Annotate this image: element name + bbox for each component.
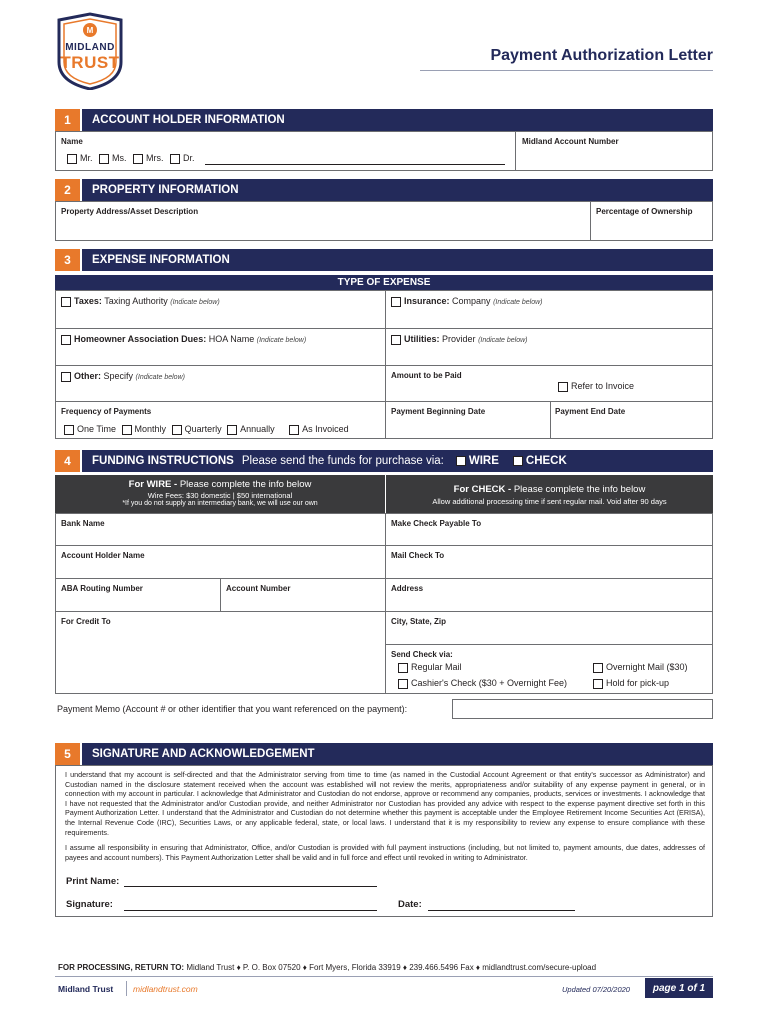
section1-header (55, 109, 713, 131)
section3-row3-divider (55, 401, 713, 402)
section5-header (55, 743, 713, 765)
freq-monthly[interactable] (122, 424, 167, 434)
processing-line (58, 963, 596, 972)
page-number-badge (645, 978, 713, 998)
wire-note: *If you do not supply an intermediary bank, we will use our own (122, 500, 318, 507)
type-of-expense-header (55, 275, 713, 290)
section3-number: 3 (55, 249, 80, 271)
acknowledgement-para2: I assume all responsibility in ensuring that Administrator, Office, and/or Custodian is provided with full payment instructions (including, but not limited to, payment amounts, due dates, addresses of payees and account numbers). This Payment Authorization Letter shall be valid and in full force and effect until revoked in writing to Administrator. (65, 843, 705, 862)
overnight-label: Overnight Mail ($30) (606, 662, 688, 672)
page-title: Payment Authorization Letter (490, 47, 713, 64)
mrs-label: Mrs. (146, 153, 164, 163)
aba-divider (220, 578, 221, 611)
svg-text:M: M (86, 26, 94, 35)
date-line[interactable] (428, 910, 575, 911)
print-name-line[interactable] (124, 886, 377, 887)
hoa-option[interactable] (61, 334, 306, 345)
check-head-line (386, 484, 713, 495)
city-label: City, State, Zip (391, 617, 446, 626)
signature-line[interactable] (124, 910, 377, 911)
wire-header (55, 475, 385, 513)
section1-number: 1 (55, 109, 80, 131)
section2-number: 2 (55, 179, 80, 201)
section4-mid-divider (385, 513, 386, 694)
section4-instruction: Please send the funds for purchase via: (241, 455, 444, 467)
hoa-note: (Indicate below) (256, 337, 307, 344)
refer-invoice-label: Refer to Invoice (571, 381, 635, 391)
midland-trust-logo (55, 12, 125, 90)
other-option[interactable] (61, 371, 185, 382)
print-name-label: Print Name: (66, 876, 120, 887)
section4-header (55, 450, 713, 472)
overnight-option[interactable] (593, 662, 688, 673)
check-head-text: Please complete the info below (513, 484, 646, 495)
footer-divider (55, 976, 713, 977)
utilities-option[interactable] (391, 334, 527, 345)
address-label: Address (391, 584, 424, 593)
section3-row2-divider (55, 365, 713, 366)
taxes-bold: Taxes: (74, 296, 102, 306)
insurance-bold: Insurance: (404, 296, 450, 306)
footer-brand: Midland Trust (58, 984, 114, 994)
taxes-text: Taxing Authority (104, 296, 168, 306)
dr-label: Dr. (183, 153, 195, 163)
type-of-expense-label: TYPE OF EXPENSE (337, 277, 431, 288)
section3-header (55, 249, 713, 271)
freq-as-invoiced-label: As Invoiced (302, 424, 349, 434)
footer-brand-divider (126, 981, 127, 996)
wire-label: WIRE (468, 455, 499, 467)
credit-to-label: For Credit To (61, 617, 111, 626)
s4-row1 (55, 545, 713, 546)
wire-fees: Wire Fees: $30 domestic | $50 international (147, 491, 293, 500)
section5-title: SIGNATURE AND ACKNOWLEDGEMENT (82, 743, 713, 765)
section3-title: EXPENSE INFORMATION (82, 249, 713, 271)
logo-line2: TRUST (60, 53, 120, 72)
signature-label: Signature: (66, 899, 113, 910)
taxes-option[interactable] (61, 296, 220, 307)
frequency-label: Frequency of Payments (61, 407, 152, 416)
acknowledgement-para1: I understand that my account is self-directed and that the Administrator serving from time to time (as named in the Custodial Account Agreement or that entity's successor as Administrator) and Custodian named in the disclosure statement received when the account was established will not review the merits, appropriateness and/or suitability of any expense payment in general, or in connection with my account in particular. I acknowledge that Administrator and Custodian do not endorse, approve or recommend any companies, products, services or investments. I acknowledge that I have not requested that the Administrator and/or Custodian provide, and neither Administrator nor Custodian has provided any advice with respect to the expense payment directive set forth in this Payment Authorization Letter. I understand that the Administrator and Custodian do not determine whether this payment is acceptable under the Employee Retirement Income Securities Act (ERISA), the Internal Revenue Code (IRC), Securities Laws, or any applicable federal, state, or local laws. I understand that it is my responsibility to review any expense to ensure compliance with these requirements. (65, 770, 705, 837)
check-note: Allow additional processing time if sent regular mail. Void after 90 days (432, 497, 667, 506)
regular-mail-option[interactable] (398, 662, 462, 673)
insurance-note: (Indicate below) (493, 299, 543, 306)
mr-checkbox[interactable] (67, 153, 93, 163)
cashiers-option[interactable] (398, 678, 567, 689)
begin-date-label: Payment Beginning Date (391, 407, 486, 416)
salutation-row (67, 153, 195, 164)
section4-title: FUNDING INSTRUCTIONS (92, 455, 234, 467)
check-checkbox[interactable] (513, 455, 567, 467)
wire-checkbox[interactable] (456, 455, 499, 467)
section4-title-bar (82, 450, 713, 472)
logo-line1: MIDLAND (65, 42, 115, 53)
utilities-text: Provider (442, 334, 476, 344)
ms-checkbox[interactable] (99, 153, 127, 163)
hoa-bold: Homeowner Association Dues: (74, 334, 207, 344)
check-label: CHECK (525, 455, 567, 467)
other-bold: Other: (74, 371, 101, 381)
s4-row2 (55, 578, 713, 579)
payable-to-label: Make Check Payable To (391, 519, 482, 528)
bank-name-label: Bank Name (61, 519, 105, 528)
taxes-note: (Indicate below) (170, 299, 220, 306)
freq-annually[interactable] (227, 424, 275, 434)
footer-updated: Updated 07/20/2020 (562, 985, 630, 994)
memo-input[interactable] (452, 699, 713, 719)
frequency-options (64, 424, 349, 435)
freq-one-time[interactable] (64, 424, 116, 434)
amount-label: Amount to be Paid (391, 371, 462, 380)
regular-mail-label: Regular Mail (411, 662, 462, 672)
dr-checkbox[interactable] (170, 153, 195, 163)
account-number-label: Midland Account Number (522, 137, 619, 146)
name-label: Name (61, 137, 83, 146)
other-text: Specify (103, 371, 134, 381)
refer-invoice-option[interactable] (558, 381, 634, 392)
mr-label: Mr. (80, 153, 93, 163)
s4-row4-right (385, 644, 713, 645)
property-address-label: Property Address/Asset Description (61, 207, 199, 216)
freq-monthly-label: Monthly (134, 424, 167, 434)
section2-title: PROPERTY INFORMATION (82, 179, 713, 201)
section2-divider (590, 201, 591, 241)
memo-label: Payment Memo (Account # or other identifier that you want referenced on the payment): (57, 704, 408, 714)
wire-head-bold: For WIRE - (128, 479, 178, 490)
section5-number: 5 (55, 743, 80, 765)
other-note: (Indicate below) (135, 374, 185, 381)
check-head-bold: For CHECK - (453, 484, 512, 495)
footer-website[interactable]: midlandtrust.com (133, 984, 198, 994)
insurance-option[interactable] (391, 296, 543, 307)
section2-header (55, 179, 713, 201)
mrs-checkbox[interactable] (133, 153, 164, 163)
section3-row1-divider (55, 328, 713, 329)
pickup-label: Hold for pick-up (606, 678, 670, 688)
processing-text: Midland Trust ♦ P. O. Box 07520 ♦ Fort Myers, Florida 33919 ♦ 239.466.5496 Fax ♦ midlandtrust.com/secure-upload (186, 963, 597, 972)
freq-quarterly-label: Quarterly (184, 424, 222, 434)
end-date-label: Payment End Date (555, 407, 626, 416)
name-input-line[interactable] (205, 164, 505, 165)
pickup-option[interactable] (593, 678, 669, 689)
amount-divider (550, 401, 551, 439)
aba-label: ABA Routing Number (61, 584, 143, 593)
freq-quarterly[interactable] (172, 424, 222, 434)
processing-bold: FOR PROCESSING, RETURN TO: (58, 963, 185, 972)
freq-annually-label: Annually (240, 424, 275, 434)
utilities-note: (Indicate below) (478, 337, 528, 344)
account-number-wire-label: Account Number (226, 584, 291, 593)
cashiers-label: Cashier's Check ($30 + Overnight Fee) (411, 678, 568, 688)
insurance-text: Company (452, 296, 491, 306)
freq-one-time-label: One Time (77, 424, 117, 434)
mail-to-label: Mail Check To (391, 551, 445, 560)
freq-as-invoiced[interactable] (289, 424, 349, 434)
check-header (386, 475, 713, 513)
s4-row3 (55, 611, 713, 612)
ownership-label: Percentage of Ownership (596, 207, 693, 216)
page-number: page 1 of 1 (652, 982, 706, 994)
section1-title: ACCOUNT HOLDER INFORMATION (82, 109, 713, 131)
section4-number: 4 (55, 450, 80, 472)
wire-head-text: Please complete the info below (179, 479, 312, 490)
utilities-bold: Utilities: (404, 334, 440, 344)
send-via-label: Send Check via: (391, 650, 453, 659)
account-holder-label: Account Holder Name (61, 551, 145, 560)
ms-label: Ms. (112, 153, 127, 163)
section1-divider (515, 131, 516, 171)
title-divider (420, 70, 713, 71)
hoa-text: HOA Name (208, 334, 255, 344)
wire-head-line (55, 479, 385, 490)
date-label: Date: (398, 899, 422, 910)
